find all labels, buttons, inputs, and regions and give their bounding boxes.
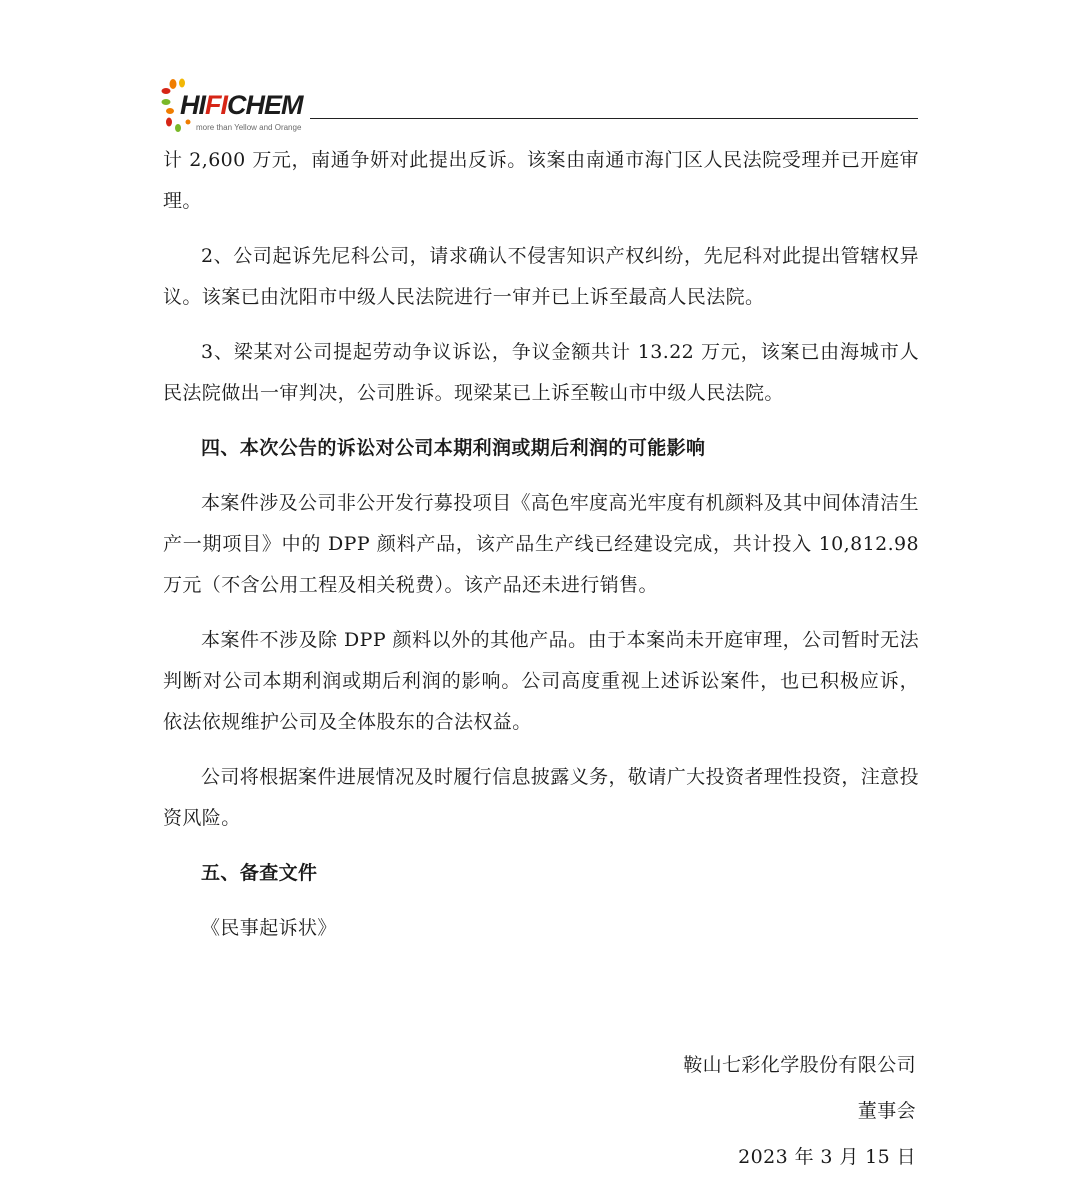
page-header xyxy=(160,78,920,134)
section-heading-4: 四、本次公告的诉讼对公司本期利润或期后利润的可能影响 xyxy=(201,437,706,459)
paragraph-impact-3: 公司将根据案件进展情况及时履行信息披露义务，敬请广大投资者理性投资，注意投资风险。 xyxy=(163,766,919,829)
company-logo xyxy=(160,78,310,134)
section-heading-5: 五、备查文件 xyxy=(201,862,318,884)
signature-board: 董事会 xyxy=(857,1100,916,1122)
paragraph-impact-2: 本案件不涉及除 DPP 颜料以外的其他产品。由于本案尚未开庭审理，公司暂时无法判断对公司本期利润或期后利润的影响。公司高度重视上述诉讼案件，也已积极应诉，依法依规维护公司及全体股东的合法权益。 xyxy=(163,629,919,733)
paragraph-item-2: 2、公司起诉先尼科公司，请求确认不侵害知识产权纠纷，先尼科对此提出管辖权异议。该案已由沈阳市中级人民法院进行一审并已上诉至最高人民法院。 xyxy=(163,245,919,308)
signature-company: 鞍山七彩化学股份有限公司 xyxy=(683,1054,916,1076)
signature-date: 2023 年 3 月 15 日 xyxy=(738,1146,916,1168)
paragraph-item-3: 3、梁某对公司提起劳动争议诉讼，争议金额共计 13.22 万元，该案已由海城市人民法院做出一审判决，公司胜诉。现梁某已上诉至鞍山市中级人民法院。 xyxy=(163,341,919,404)
paragraph-continued: 计 2,600 万元，南通争妍对此提出反诉。该案由南通市海门区人民法院受理并已开庭审理。 xyxy=(163,149,919,212)
paragraph-documents: 《民事起诉状》 xyxy=(201,917,337,939)
paragraph-impact-1: 本案件涉及公司非公开发行募投项目《高色牢度高光牢度有机颜料及其中间体清洁生产一期项目》中的 DPP 颜料产品，该产品生产线已经建设完成，共计投入 10,812.98 万元（不含公用工程及相关税费）。该产品还未进行销售。 xyxy=(163,492,919,596)
document-body xyxy=(163,140,919,949)
logo-wordmark: HIFICHEM xyxy=(180,90,303,120)
header-divider xyxy=(310,118,918,119)
logo-tagline: more than Yellow and Orange xyxy=(196,123,302,132)
signature-block xyxy=(683,1042,916,1180)
